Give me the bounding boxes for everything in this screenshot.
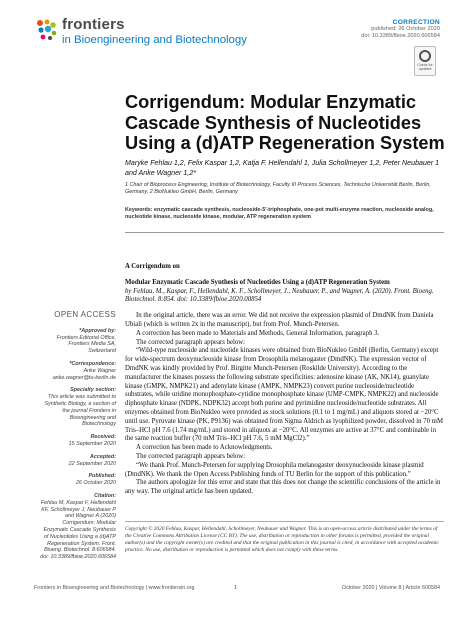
- published-value: 26 October 2020: [75, 480, 116, 487]
- article-body: [125, 263, 444, 497]
- frontiers-logo-icon: [34, 17, 60, 43]
- original-article-citation: by Fehlau, M., Kaspar, F., Hellendahl, K. F., Schollmeyer, J., Neubauer, P., and Wagner, A. (2020). Front. Bioeng. Biotechnol. 8:854. doi: 10.3389/fbioe.2020.00854: [125, 287, 434, 304]
- brand-name: frontiers: [62, 16, 125, 33]
- frontiers-logo[interactable]: [34, 16, 247, 53]
- corrigendum-on: A Corrigendum on: [125, 263, 180, 270]
- quoted-paragraph: “We thank Prof. Munch-Petersen for supplying Drosophila melanogaster deoxynucleoside kinase plasmid (DmdNK). We thank the Open Access Publishing funds of TU Berlin for the support of this publication.”: [125, 461, 424, 478]
- footer-journal[interactable]: Frontiers in Bioengineering and Biotechnology | www.frontiersin.org: [34, 585, 195, 591]
- received-value: 15 September 2020: [68, 440, 116, 447]
- paragraph: The authors apologize for this error and state that this does not change the scientific conclusions of the article in any way. The original article has been updated.: [125, 479, 441, 496]
- paragraph: A correction has been made to Acknowledgments.: [136, 444, 273, 452]
- article-sidebar: [40, 312, 116, 561]
- quoted-paragraph: “Wild-type nucleoside and nucleotide kinases were obtained from BioNukleo GmbH (Berlin, Germany) except for wide-spectrum deoxynucleoside kinase from Drosophila melanogaster (DmdNK). The expression vector of DmdNK was kindly provided by Prof. Birgitte Munch-Petersen (Roskilde University). According to the manufacturer the kinases possess the following substrate specificities: adenosine kinase (AK, NK14), guanylate kinase (GMPK, NMPK21) and adenylate kinase (AMPK, NMPK23) convert purine nucleoside/nucleotide substrates, while uridine monophosphate-cytidine monophosphate kinase (UMP-CMPK, NMPK22) and nucleoside diphosphate kinase (NDPK, NDPK32) accept both purine and pyrimidine nucleoside/nucleotide substrates. All enzymes obtained from BioNukleo were provided as stock solutions (0.1 to 1 mg/mL) and aliquots stored at −20°C until use. Pyruvate kinase (PK, P9136) was obtained from Sigma Aldrich as lyophilized powder, dissolved in 70 mM Tris–HCl pH 7.6 (1.74 mg/mL) and stored in aliquots at −20°C. All enzymes are active at 37°C and combinable in the same reaction buffer (70 mM Tris–HCl pH 7.6, 5 mM MgCl2).”: [125, 347, 444, 443]
- paragraph: A correction has been made to Materials and Methods, General Information, paragraph 3.: [136, 329, 380, 337]
- original-article-title[interactable]: Modular Enzymatic Cascade Synthesis of Nucleotides Using a (d)ATP Regeneration System: [125, 278, 390, 286]
- citation-value: Fehlau M, Kaspar F, Hellendahl KF, Schollmeyer J, Neubauer P and Wagner A (2020) Corrigendum: Modular Enzymatic Cascade Synthesis of Nucleotides Using a (d)ATP Regeneration System. Front. Bioeng. Biotechnol. 8:606584. doi: 10.3389/fbioe.2020.606584: [40, 499, 116, 561]
- approved-value: Frontiers Editorial Office, Frontiers Media SA, Switzerland: [56, 334, 116, 355]
- divider: [125, 232, 444, 233]
- footer-issue: October 2020 | Volume 8 | Article 606584: [341, 585, 440, 591]
- received-label: Received:: [90, 434, 116, 441]
- citation-label: Citation:: [94, 492, 116, 499]
- correspondence-label: *Correspondence:: [69, 360, 116, 367]
- accepted-label: Accepted:: [89, 453, 116, 460]
- keywords: Keywords: enzymatic cascade synthesis, nucleoside-5′-triphosphate, one-pot multi-enzyme reaction, nucleoside analog, nucleotide kinase, nucleoside kinase, modular, ATP regeneration system: [125, 207, 434, 220]
- paragraph: The corrected paragraph appears below:: [136, 338, 246, 346]
- specialty-label: Specialty section:: [70, 387, 116, 394]
- accepted-value: 22 September 2020: [68, 460, 116, 467]
- article-title: Corrigendum: Modular Enzymatic Cascade Synthesis of Nucleotides Using a (d)ATP Regeneration System: [125, 92, 445, 153]
- paragraph: In the original article, there was an error. We did not receive the expression plasmid of DmdNK from Daniela Ubiali (which is written 2x in the manuscript), but from Prof. Munch-Petersen.: [125, 312, 434, 328]
- page-number: 1: [234, 585, 237, 591]
- refresh-icon: [419, 50, 431, 62]
- copyright-notice: [125, 521, 444, 554]
- author-list[interactable]: Maryke Fehlau 1,2, Felix Kaspar 1,2, Katja F. Hellendahl 1, Julia Schollmeyer 1,2, Peter Neubauer 1 and Anke Wagner 1,2*: [125, 159, 440, 177]
- journal-name: in Bioengineering and Biotechnology: [62, 34, 247, 46]
- divider: [125, 521, 444, 522]
- open-access-label: OPEN ACCESS: [54, 310, 116, 319]
- published-label: Published:: [88, 473, 116, 480]
- correspondence-value[interactable]: Anke Wagner anke.wagner@tu-berlin.de: [52, 367, 116, 381]
- check-updates-label: Check for updates: [417, 63, 433, 71]
- doi-link[interactable]: doi: 10.3389/fbioe.2020.606584: [361, 33, 440, 39]
- affiliations: 1 Chair of Bioprocess Engineering, Institute of Biotechnology, Faculty III Process Sciences, Technische Universität Berlin, Berlin, Germany, 2 BioNukleo GmbH, Berlin, Germany: [125, 182, 431, 195]
- specialty-value: This article was submitted to Synthetic Biology, a section of the journal Frontiers in Bioengineering and Biotechnology: [44, 394, 116, 428]
- copyright-text: Copyright © 2020 Fehlau, Kaspar, Hellendahl, Schollmeyer, Neubauer and Wagner. This is an open-access article distributed under the terms of the Creative Commons Attribution License (CC BY). The use, distribution or reproduction in other forums is permitted, provided the original author(s) and the copyright owner(s) are credited and that the original publication in this journal is cited, in accordance with accepted academic practice. No use, distribution or reproduction is permitted which does not comply with these terms.: [125, 526, 439, 553]
- correction-info: [361, 19, 440, 40]
- correction-label: CORRECTION: [392, 19, 440, 26]
- approved-label: *Approved by:: [79, 327, 116, 334]
- published-date: published: 26 October 2020: [371, 26, 440, 32]
- check-for-updates-button[interactable]: [414, 46, 436, 76]
- paragraph: The corrected paragraph appears below:: [136, 452, 246, 460]
